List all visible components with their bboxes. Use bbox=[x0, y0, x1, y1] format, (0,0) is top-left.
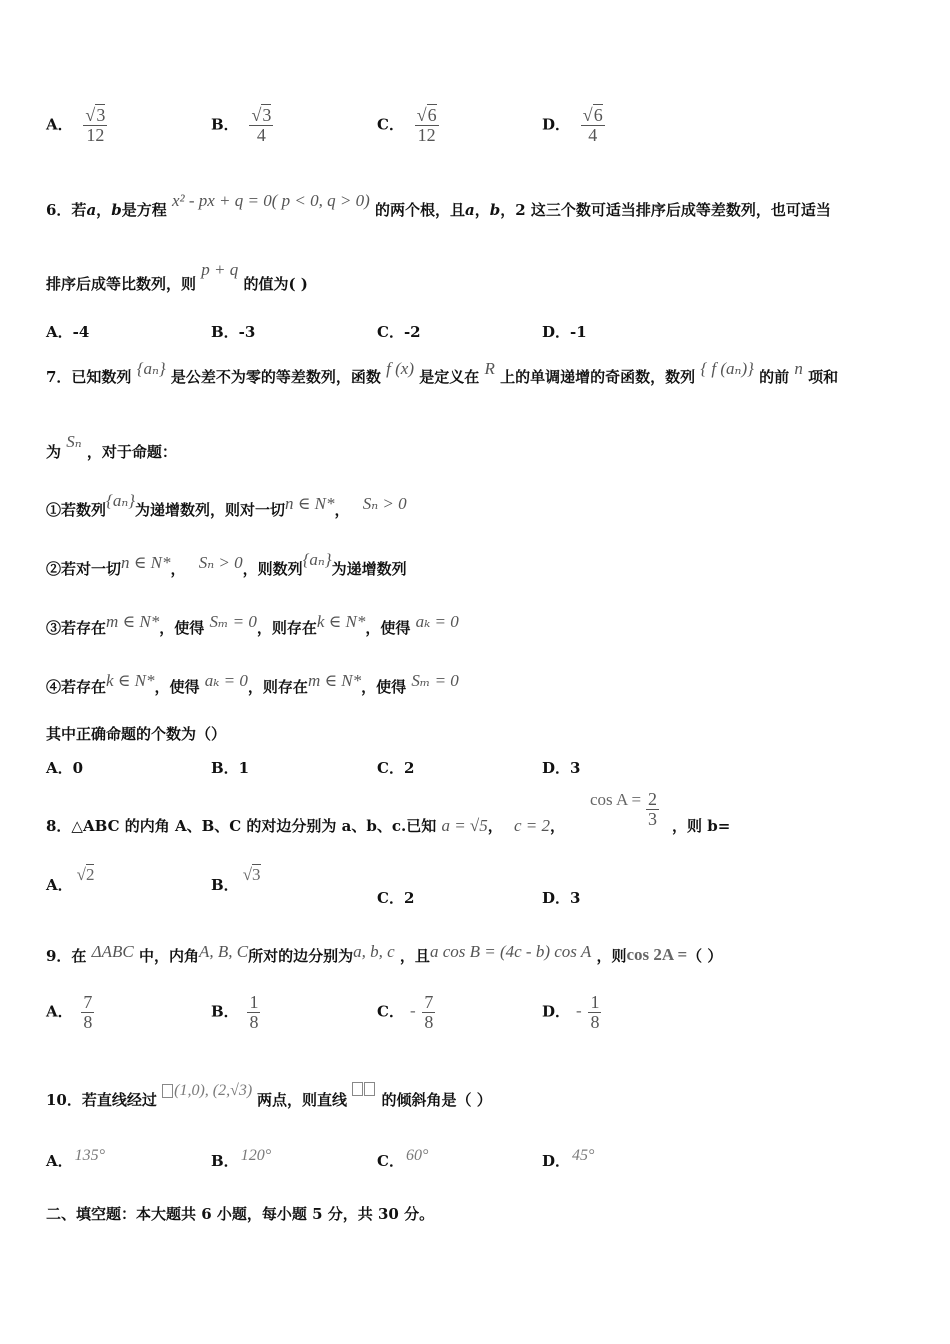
q9-option-b: B． $\frac{1}{8}$ bbox=[211, 992, 259, 1032]
option-label: D． bbox=[542, 115, 571, 134]
q6-line1: 6．若a，b是方程 x² - px + q = 0( p < 0, q > 0) 的两个根，且a，b，2 这三个数可适当排序后成等差数列，也可适当 bbox=[46, 191, 831, 219]
q9-option-c: C． - $\frac{7}{8}$ bbox=[377, 992, 434, 1032]
q10-option-a: A． 135° bbox=[46, 1147, 106, 1170]
q8-option-b: B．√3 bbox=[211, 865, 261, 894]
q10-stem: 10．若直线经过 (1,0), (2,√3) 两点，则直线 的倾斜角是（ ） bbox=[46, 1089, 492, 1110]
q7-question: 其中正确命题的个数为（） bbox=[46, 725, 227, 743]
q7-option-c: C．2 bbox=[377, 759, 415, 777]
q10-option-c: C． 60° bbox=[377, 1147, 429, 1170]
option-label: B． bbox=[211, 115, 239, 134]
option-label: C． bbox=[377, 115, 404, 134]
points-figure: (1,0), (2,√3) bbox=[162, 1081, 257, 1099]
q6-option-b: B．-3 bbox=[211, 323, 256, 341]
option-label: A． bbox=[46, 115, 73, 134]
q6-option-c: C．-2 bbox=[377, 323, 421, 341]
fraction: $\frac{√6}{4}$ bbox=[582, 105, 603, 145]
q10-option-d: D． 45° bbox=[542, 1147, 595, 1170]
q8-option-d: D．3 bbox=[542, 889, 581, 907]
q9-option-d: D． - $\frac{1}{8}$ bbox=[542, 992, 600, 1032]
q7-line2: 为 Sₙ ，对于命题： bbox=[46, 432, 177, 461]
q8-stem: 8．△ABC 的内角 A、B、C 的对边分别为 a、b、c.已知 a = √5， c = 2， bbox=[46, 816, 566, 835]
fraction: $\frac{√6}{12}$ bbox=[416, 105, 437, 145]
q7-proposition-3: ③若存在m ∈ N*，使得 Sₘ = 0，则存在k ∈ N*，使得 aₖ = 0 bbox=[46, 612, 459, 637]
fraction: $\frac{7}{8}$ bbox=[83, 992, 93, 1032]
fraction: $\frac{1}{8}$ bbox=[249, 992, 259, 1032]
q5-option-c bbox=[377, 106, 439, 145]
q7-proposition-1: ①若数列{aₙ}为递增数列，则对一切n ∈ N*， Sₙ > 0 bbox=[46, 491, 407, 519]
q7-option-d: D．3 bbox=[542, 759, 581, 777]
fraction: $\frac{√3}{4}$ bbox=[251, 105, 272, 145]
q10-option-b: B． 120° bbox=[211, 1147, 272, 1170]
q9-stem: 9．在 ΔABC 中，内角A, B, C所对的边分别为a, b, c ，且a cos B = (4c - b) cos A ，则cos 2A =（ ） bbox=[46, 942, 723, 965]
q5-option-b bbox=[211, 106, 273, 145]
fraction: $\frac{7}{8}$ bbox=[424, 992, 434, 1032]
q5-option-d bbox=[542, 106, 605, 145]
q7-option-b: B．1 bbox=[211, 759, 250, 777]
missing-glyph-icon bbox=[162, 1084, 173, 1098]
q7-option-a: A．0 bbox=[46, 759, 84, 777]
q8-cos-equation: cos A = $\frac{2}{3}$ bbox=[590, 789, 657, 829]
q9-option-a: A． $\frac{7}{8}$ bbox=[46, 992, 93, 1032]
q8-option-a: A．√2 bbox=[46, 865, 95, 894]
q6-option-a: A．-4 bbox=[46, 323, 90, 341]
missing-glyph-icon bbox=[352, 1082, 363, 1096]
missing-glyph-icon bbox=[364, 1082, 375, 1096]
q7-line1: 7．已知数列 {aₙ} 是公差不为零的等差数列，函数 f (x) 是定义在 R 上的单调递增的奇函数，数列 { f (aₙ)} 的前 n 项和 bbox=[46, 359, 839, 386]
q6-line2: 排序后成等比数列，则 p + q 的值为( ) bbox=[46, 260, 308, 293]
q5-option-a bbox=[46, 106, 107, 145]
fraction: $\frac{√3}{12}$ bbox=[85, 105, 106, 145]
q6-option-d: D．-1 bbox=[542, 323, 587, 341]
section-heading: 二、填空题：本大题共 6 小题，每小题 5 分，共 30 分。 bbox=[46, 1205, 435, 1223]
line-name-glyphs bbox=[352, 1079, 376, 1097]
q8-ask: ，则 b= bbox=[672, 817, 731, 835]
q8-option-c: C．2 bbox=[377, 889, 415, 907]
q7-proposition-4: ④若存在k ∈ N*，使得 aₖ = 0，则存在m ∈ N*，使得 Sₘ = 0 bbox=[46, 671, 459, 696]
fraction: $\frac{2}{3}$ bbox=[647, 789, 657, 829]
expression: p + q bbox=[201, 260, 239, 279]
fraction: $\frac{1}{8}$ bbox=[590, 992, 600, 1032]
q7-proposition-2: ②若对一切n ∈ N*， Sₙ > 0，则数列{aₙ}为递增数列 bbox=[46, 550, 407, 578]
equation: x² - px + q = 0( p < 0, q > 0) bbox=[171, 191, 370, 210]
